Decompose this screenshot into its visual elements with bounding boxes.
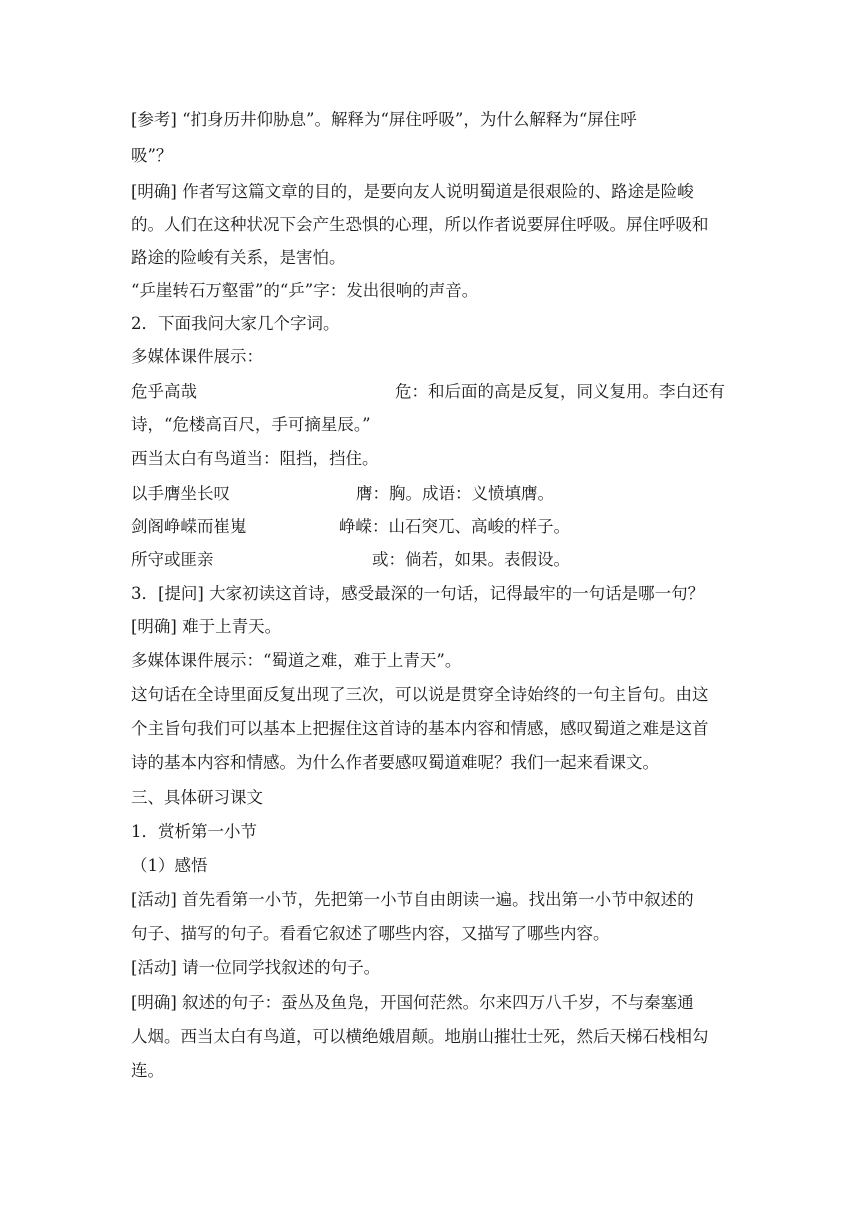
vocab-term: 以手膺坐长叹 — [131, 484, 230, 503]
text-line: 多媒体课件展示：“蜀道之难，难于上青天”。 — [131, 651, 462, 670]
text-line: [明确] 叙述的句子：蚕丛及鱼凫，开国何茫然。尔来四万八千岁，不与秦塞通 — [131, 993, 694, 1012]
text-line: 句子、描写的句子。看看它叙述了哪些内容，又描写了哪些内容。 — [131, 924, 610, 943]
text-line: 多媒体课件展示： — [131, 347, 263, 366]
text-line: 这句话在全诗里面反复出现了三次，可以说是贯穿全诗始终的一句主旨句。由这 — [131, 685, 709, 704]
subsection-heading: （1）感悟 — [131, 856, 208, 875]
text-line: [参考] “扪身历井仰胁息”。解释为“屏住呼吸”，为什么解释为“屏住呼 — [131, 110, 637, 129]
vocab-term: 所守或匪亲 — [131, 550, 214, 569]
text-line: [明确] 作者写这篇文章的目的，是要向友人说明蜀道是很艰险的、路途是险峻 — [131, 182, 694, 201]
text-line: [明确] 难于上青天。 — [131, 617, 282, 636]
vocab-definition: 峥嵘：山石突兀、高峻的样子。 — [339, 517, 570, 536]
section-heading: 三、具体研习课文 — [131, 788, 263, 807]
vocab-definition: 膺：胸。成语：义愤填膺。 — [356, 484, 554, 503]
text-line: 个主旨句我们可以基本上把握住这首诗的基本内容和情感，感叹蜀道之难是这首 — [131, 719, 709, 738]
text-line: “乒崖转石万壑雷”的“乒”字：发出很响的声音。 — [131, 281, 479, 300]
text-line: [活动] 请一位同学找叙述的句子。 — [131, 958, 381, 977]
vocab-row — [131, 382, 725, 402]
vocab-row — [131, 517, 570, 537]
vocab-term: 剑阁峥嵘而崔嵬 — [131, 517, 247, 536]
text-line: 2．下面我问大家几个字词。 — [131, 314, 340, 333]
text-line: 人烟。西当太白有鸟道，可以横绝娥眉颠。地崩山摧壮士死，然后天梯石栈相勾 — [131, 1027, 709, 1046]
text-line: 连。 — [131, 1061, 164, 1080]
subsection-heading: 1．赏析第一小节 — [131, 822, 257, 841]
text-line: [活动] 首先看第一小节，先把第一小节自由朗读一遍。找出第一小节中叙述的 — [131, 890, 694, 909]
text-line: 路途的险峻有关系，是害怕。 — [131, 248, 346, 267]
vocab-row — [131, 550, 570, 570]
text-line: 西当太白有鸟道当：阻挡，挡住。 — [131, 449, 379, 468]
text-line: 吸”？ — [131, 146, 173, 165]
text-line: 的。人们在这种状况下会产生恐惧的心理，所以作者说要屏住呼吸。屏住呼吸和 — [131, 215, 709, 234]
vocab-definition: 或：倘若，如果。表假设。 — [372, 550, 570, 569]
vocab-term: 危乎高哉 — [131, 382, 197, 401]
vocab-definition: 危：和后面的高是反复，同义复用。李白还有 — [395, 382, 725, 401]
text-line: 诗，“危楼高百尺，手可摘星辰。” — [131, 415, 371, 434]
text-line: 诗的基本内容和情感。为什么作者要感叹蜀道难呢？我们一起来看课文。 — [131, 753, 659, 772]
text-line: 3．[提问] 大家初读这首诗，感受最深的一句话，记得最牢的一句话是哪一句？ — [131, 584, 705, 603]
vocab-row — [131, 484, 554, 504]
